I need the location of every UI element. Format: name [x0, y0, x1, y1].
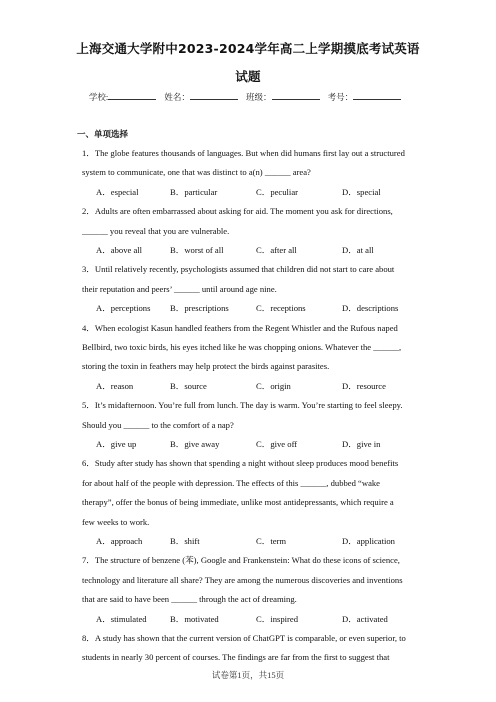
- class-label: 班级：: [245, 92, 272, 102]
- question-3-line-2: their reputation and peers’ ______ until around age nine.: [82, 283, 277, 294]
- question-6-option-a[interactable]: A．approach: [96, 536, 143, 546]
- question-1-line-2: system to communicate, one that was distinct to a(n) ______ area?: [82, 167, 311, 178]
- student-info-row: [0, 90, 496, 103]
- question-6-option-d[interactable]: D．application: [342, 536, 395, 546]
- question-4-line-2: Bellbird, two toxic birds, his eyes itched like he was chopping onions. Whatever the ______,: [82, 342, 402, 352]
- question-4-line-3: storing the toxin in feathers may help protect the birds against parasites.: [82, 361, 330, 372]
- question-2-option-b[interactable]: B．worst of all: [170, 245, 224, 255]
- section-heading: 一、单项选择: [77, 130, 129, 140]
- question-1-option-a[interactable]: A．especial: [96, 186, 139, 197]
- question-6-line-2: for about half of the people with depression. The effects of this ______, dubbed “wake: [82, 477, 380, 488]
- question-4-line-1: 4．When ecologist Kasun handled feathers from the Regent Whistler and the Rufous naped: [82, 322, 398, 333]
- question-1-option-c[interactable]: C．peculiar: [256, 186, 298, 197]
- question-7-option-d[interactable]: D．activated: [342, 613, 388, 624]
- question-7-option-c[interactable]: C．inspired: [256, 613, 299, 624]
- exam-no-label: 考号：: [327, 92, 354, 102]
- question-3-option-b[interactable]: B．prescriptions: [170, 303, 229, 314]
- question-2-line-2: ______ you reveal that you are vulnerable.: [82, 225, 230, 236]
- question-5-option-d[interactable]: D．give in: [342, 439, 381, 449]
- name-label: 姓名：: [164, 92, 190, 102]
- question-1-line-1: 1．The globe features thousands of languages. But when did humans first lay out a structured: [82, 148, 405, 158]
- question-7-line-3: that are said to have been ______ through the act of dreaming.: [82, 594, 297, 605]
- question-3-option-c[interactable]: C．receptions: [256, 303, 306, 314]
- question-3-line-1: 3．Until relatively recently, psychologists assumed that children did not start to care about: [82, 264, 395, 275]
- question-3-option-a[interactable]: A．perceptions: [96, 303, 151, 314]
- class-blank[interactable]: [272, 90, 320, 100]
- question-7-option-b[interactable]: B．motivated: [170, 613, 219, 624]
- question-4-option-b[interactable]: B．source: [170, 380, 207, 391]
- exam-no-blank[interactable]: [353, 90, 401, 100]
- question-3-option-d[interactable]: D．descriptions: [342, 303, 399, 314]
- question-2-option-d[interactable]: D．at all: [342, 245, 374, 255]
- question-6-option-c[interactable]: C．term: [256, 536, 287, 546]
- question-6-line-4: few weeks to work.: [82, 516, 150, 527]
- question-5-option-a[interactable]: A．give up: [96, 439, 137, 449]
- question-2-option-a[interactable]: A．above all: [96, 245, 143, 255]
- school-label: 学校:: [88, 92, 109, 102]
- question-7-option-a[interactable]: A．stimulated: [96, 613, 147, 624]
- exam-title-line1: 上海交通大学附中2023-2024学年高二上学期摸底考试英语: [76, 41, 420, 56]
- question-5-line-2: Should you ______ to the comfort of a nap?: [82, 419, 234, 430]
- question-6-option-b[interactable]: B．shift: [170, 536, 200, 546]
- question-4-option-c[interactable]: C．origin: [256, 380, 291, 391]
- question-5-option-c[interactable]: C．give off: [256, 439, 298, 449]
- page-footer: 试卷第1页，共15页: [211, 670, 285, 680]
- school-blank[interactable]: [108, 90, 156, 100]
- question-8-line-2: students in nearly 30 percent of courses. The findings are far from the first to suggest that: [82, 652, 390, 663]
- question-2-line-1: 2．Adults are often embarrassed about asking for aid. The moment you ask for directions,: [82, 206, 393, 217]
- question-6-line-1: 6．Study after study has shown that spending a night without sleep produces mood benefits: [82, 458, 399, 469]
- question-5-option-b[interactable]: B．give away: [170, 439, 220, 449]
- question-6-line-3: therapy”, offer the bonus of being immediate, unlike most antidepressants, which require a: [82, 497, 394, 508]
- question-8-line-1: 8．A study has shown that the current version of ChatGPT is comparable, or even superior, to: [82, 633, 406, 643]
- question-1-option-d[interactable]: D．special: [342, 186, 381, 197]
- question-7-line-2: technology and literature all share? They are among the numerous discoveries and inventions: [82, 574, 403, 585]
- question-5-line-1: 5．It’s midafternoon. You’re full from lunch. The day is warm. You’re starting to feel sleepy.: [82, 400, 403, 411]
- name-blank[interactable]: [190, 90, 238, 100]
- question-7-line-1: 7．The structure of benzene (苯), Google and Frankenstein: What do these icons of science,: [82, 555, 400, 566]
- exam-title-line2: 试题: [235, 69, 261, 84]
- question-1-option-b[interactable]: B．particular: [170, 186, 218, 197]
- question-2-option-c[interactable]: C．after all: [256, 245, 297, 255]
- question-4-option-a[interactable]: A．reason: [96, 380, 134, 391]
- question-4-option-d[interactable]: D．resource: [342, 380, 386, 391]
